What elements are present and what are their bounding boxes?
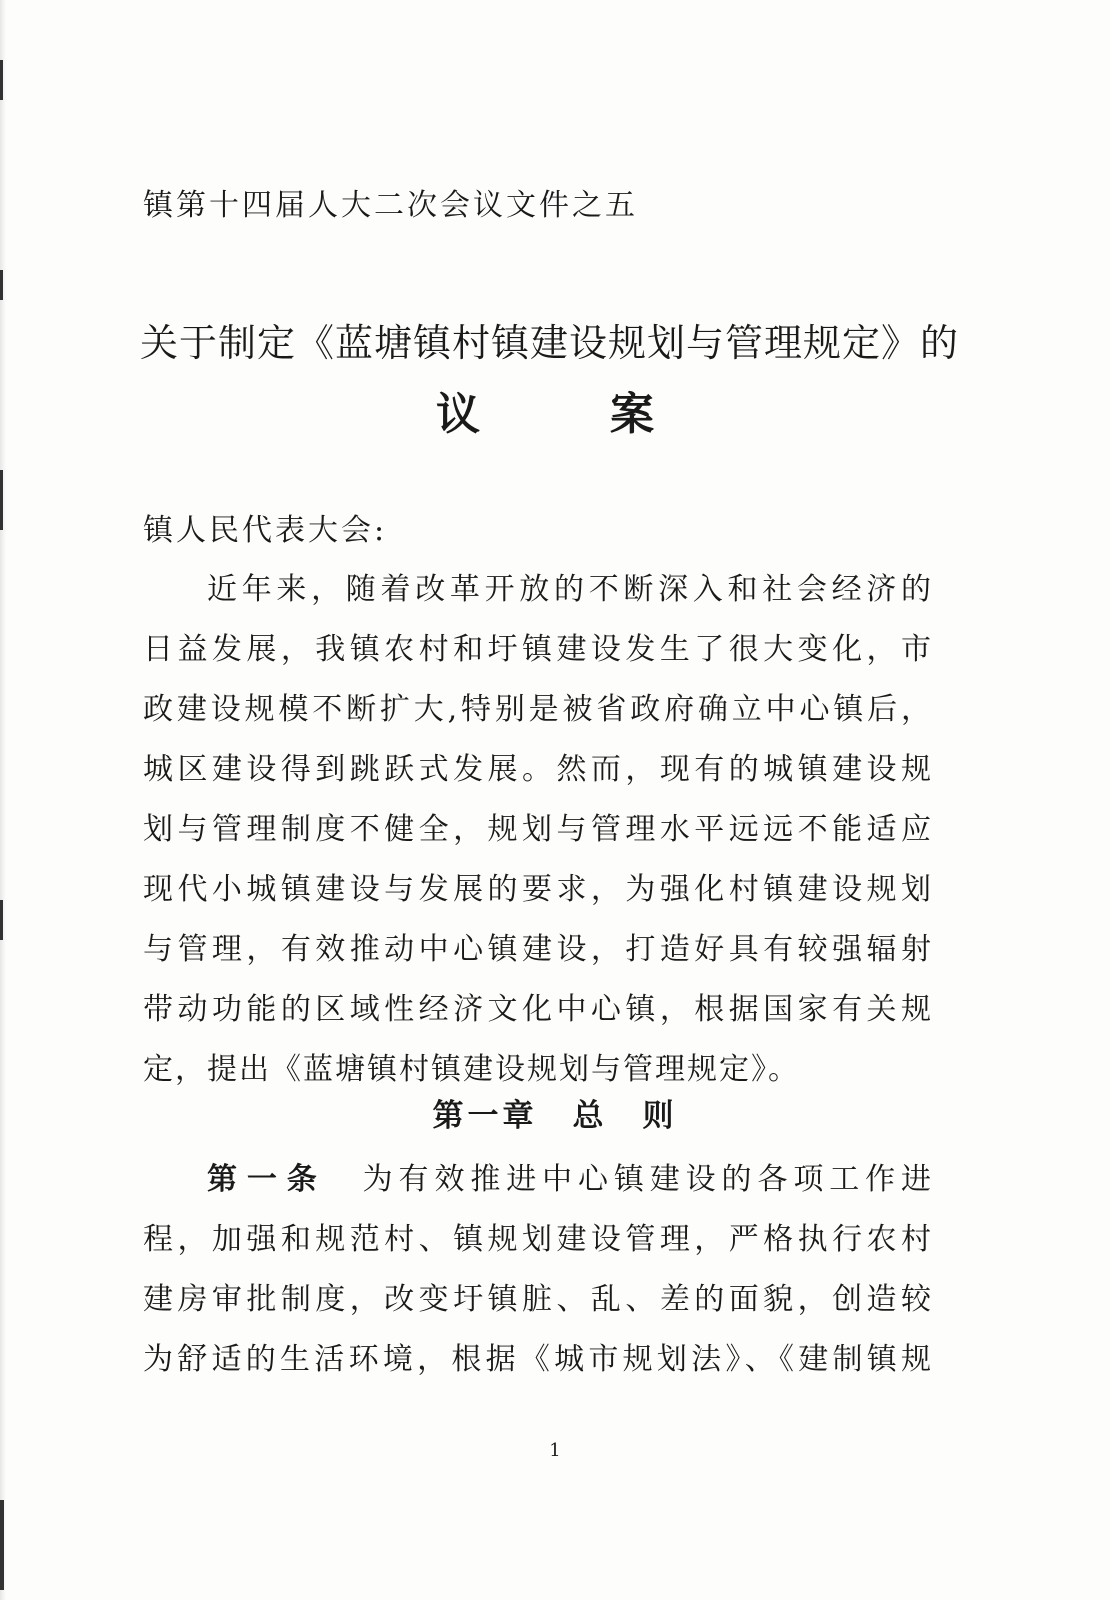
paragraph-line: 定，提出《蓝塘镇村镇建设规划与管理规定》。 [143, 1052, 800, 1087]
paragraph-line: 政建设规模不断扩大,特别是被省政府确立中心镇后， [143, 692, 933, 727]
paragraph-line: 现代小城镇建设与发展的要求，为强化村镇建设规划 [143, 872, 933, 907]
paragraph-line: 日益发展，我镇农村和圩镇建设发生了很大变化，市 [143, 632, 933, 667]
scan-mark [0, 1500, 4, 1590]
paragraph-line: 为舒适的生活环境，根据《城市规划法》、《建制镇规 [143, 1342, 933, 1377]
chapter-title: 第一章 总 则 [432, 1098, 678, 1134]
paragraph-line: 与管理，有效推动中心镇建设，打造好具有较强辐射 [143, 932, 933, 967]
page-number: 1 [549, 1440, 561, 1461]
scan-mark [0, 470, 3, 530]
article-1 [143, 1150, 933, 1390]
document-header: 镇第十四届人大二次会议文件之五 [143, 188, 638, 223]
scan-mark [0, 900, 3, 940]
article-text: 为有效推进中心镇建设的各项工作进 [362, 1162, 934, 1197]
article-label: 第一条 [207, 1162, 327, 1197]
paragraph-line: 近年来，随着改革开放的不断深入和社会经济的 [207, 572, 933, 607]
paragraph-line: 程，加强和规范村、镇规划建设管理，严格执行农村 [143, 1222, 933, 1257]
paragraph-line: 带动功能的区域性经济文化中心镇，根据国家有关规 [143, 992, 933, 1027]
salutation: 镇人民代表大会: [143, 513, 388, 548]
paragraph-line [143, 1150, 933, 1210]
document-title-sub: 议案 [436, 389, 784, 440]
paragraph-line: 城区建设得到跳跃式发展。然而，现有的城镇建设规 [143, 752, 933, 787]
scan-edge [0, 0, 6, 1600]
paragraph-line: 建房审批制度，改变圩镇脏、乱、差的面貌，创造较 [143, 1282, 933, 1317]
scan-mark [0, 60, 3, 100]
intro-paragraph [143, 560, 933, 1100]
paragraph-line: 划与管理制度不健全，规划与管理水平远远不能适应 [143, 812, 933, 847]
scan-mark [0, 270, 3, 300]
document-title: 关于制定《蓝塘镇村镇建设规划与管理规定》的 [140, 321, 960, 365]
